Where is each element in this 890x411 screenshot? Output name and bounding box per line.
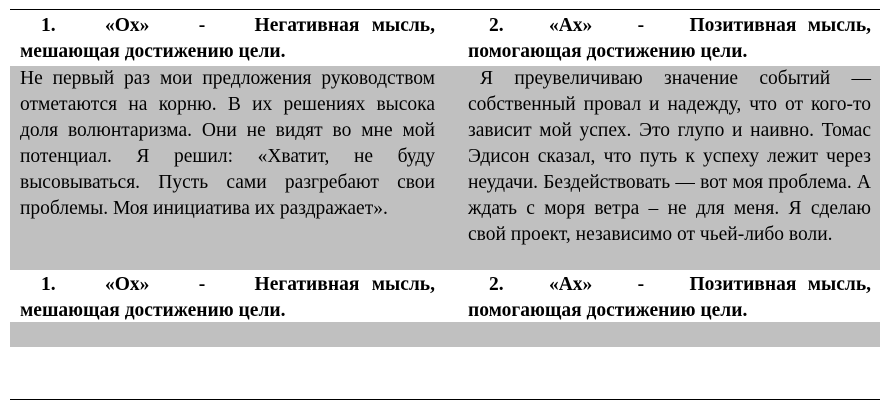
table-bottom-rule (10, 399, 880, 400)
table-body-row-1 (10, 66, 880, 270)
table-body-row-2 (10, 322, 880, 347)
header-negative-thought: 1. «Ох» - Негативная мысль, мешающая достижению цели. (20, 15, 435, 62)
header-negative-thought-repeat: 1. «Ох» - Негативная мысль, мешающая достижению цели. (20, 274, 435, 321)
header-positive-thought: 2. «Ах» - Позитивная мысль, помогающая достижению цели. (468, 15, 871, 62)
table-header-row-1 (10, 13, 880, 65)
table-top-rule (10, 9, 880, 10)
table-header-row-2 (10, 272, 880, 324)
negative-thought-text: Не первый раз мои предложения руководством отметаются на корню. В их решениях высока доля волюнтаризма. Они не видят во мне мой потенциал. Я решил: «Хватит, не буду высовываться. Пусть сами разгребают свои проблемы. Моя инициатива их раздражает». (20, 68, 435, 219)
positive-thought-text: Я преувеличиваю значение событий — собственный провал и надежду, что от кого-то зависит мой успех. Это глупо и наивно. Томас Эдисон сказал, что путь к успеху лежит через неудачи. Бездействовать — вот моя проблема. А ждать с моря ветра – не для меня. Я сделаю свой проект, независимо от чьей-либо воли. (468, 68, 871, 245)
header-positive-thought-repeat: 2. «Ах» - Позитивная мысль, помогающая достижению цели. (468, 274, 871, 321)
